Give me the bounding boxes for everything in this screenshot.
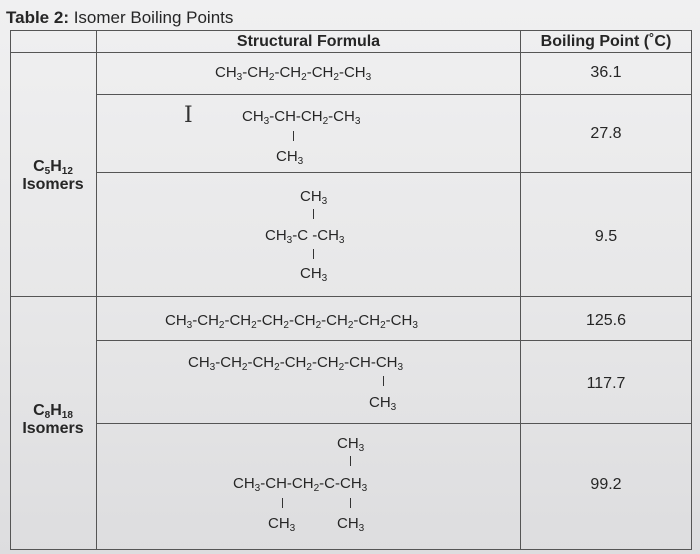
bond-line — [282, 498, 283, 508]
formula-row6-branch-left: $CH_3$ — [268, 515, 296, 534]
bond-line — [350, 456, 351, 466]
bond-line — [313, 249, 314, 259]
row-divider — [96, 423, 692, 424]
group-label-c8h18: $C_8H_{18}$ Isomers — [22, 402, 84, 437]
formula-row6-branch-right: $CH_3$ — [337, 515, 365, 534]
formula-octane: $CH_3-CH_2-CH_2-CH_2-CH_2-CH_2-CH_2-CH_3$ — [165, 312, 418, 331]
bp-value: 27.8 — [590, 125, 622, 142]
row-divider — [96, 340, 692, 341]
bond-line — [293, 131, 294, 141]
formula-methylheptane-branch: $CH_3$ — [369, 394, 397, 413]
formula-row6-main: $CH_3-CH-CH_2-C-CH_3$ — [233, 475, 368, 494]
bond-line — [313, 209, 314, 219]
formula-pentane: $CH_3-CH_2-CH_2-CH_2-CH_3$ — [215, 64, 372, 83]
bp-value: 117.7 — [586, 375, 626, 392]
group-divider — [10, 296, 692, 297]
group-label-c5h12: $C_5H_{12}$ Isomers — [22, 158, 84, 193]
bp-value: 9.5 — [594, 228, 618, 245]
bond-line — [383, 376, 384, 386]
table-border-top — [10, 30, 692, 31]
formula-methylheptane-main: $CH_3-CH_2-CH_2-CH_2-CH_2-CH-CH_3$ — [188, 354, 404, 373]
column-divider — [520, 30, 521, 550]
isomer-table — [10, 30, 692, 550]
row-divider — [96, 172, 692, 173]
header-divider — [10, 52, 692, 53]
table-title: Table 2: Isomer Boiling Points — [6, 8, 234, 27]
formula-neopentane-bottom: $CH_3$ — [300, 265, 328, 284]
table-border-left — [10, 30, 11, 550]
row-divider — [96, 94, 692, 95]
bp-value: 99.2 — [590, 476, 622, 493]
table-border-bottom — [10, 549, 692, 550]
formula-isopentane-main: $CH_3-CH-CH_2-CH_3$ — [242, 108, 361, 127]
bp-value: 36.1 — [590, 64, 622, 81]
table-border-right — [691, 30, 692, 550]
header-boiling-point: Boiling Point (˚C) — [540, 33, 672, 50]
text-cursor-icon: I — [184, 103, 193, 128]
bp-value: 125.6 — [585, 312, 627, 329]
bond-line — [350, 498, 351, 508]
formula-neopentane-main: $CH_3-C$ $-CH_3$ — [265, 227, 345, 246]
header-structural-formula: Structural Formula — [236, 33, 381, 50]
formula-isopentane-branch: $CH_3$ — [276, 148, 304, 167]
formula-neopentane-top: $CH_3$ — [300, 188, 328, 207]
formula-row6-top: $CH_3$ — [337, 435, 365, 454]
column-divider — [96, 30, 97, 550]
